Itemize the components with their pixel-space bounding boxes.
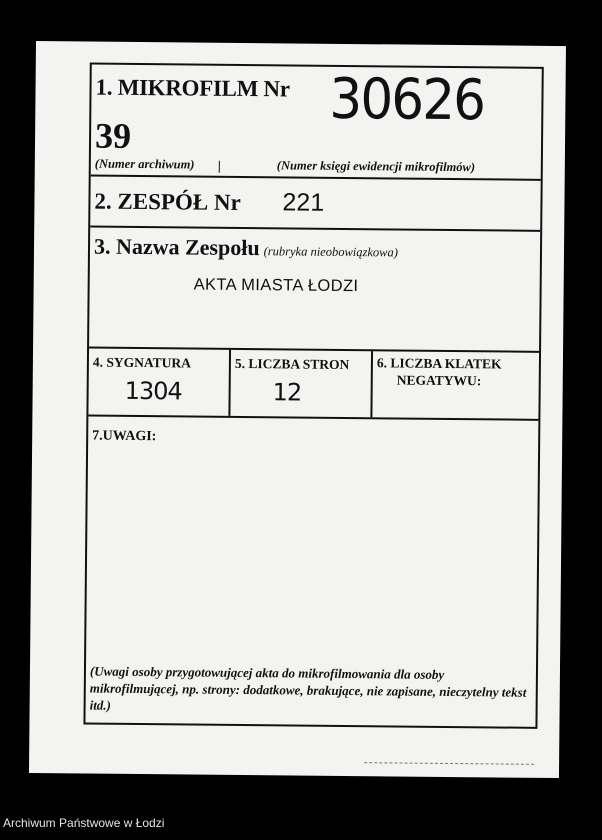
register-number-caption: (Numer księgi ewidencji mikrofilmów) bbox=[276, 158, 476, 175]
negative-frames-label-line1: 6. LICZBA KLATEK bbox=[376, 355, 502, 372]
microfilm-register-number: 30626 bbox=[329, 66, 485, 134]
archive-number-caption: (Numer archiwum) bbox=[94, 156, 195, 172]
microfilm-record-card bbox=[29, 41, 566, 778]
section-fonds-number bbox=[90, 177, 540, 232]
scan-artifact-line bbox=[364, 762, 534, 765]
optional-field-note: (rubryka nieobowiązkowa) bbox=[263, 244, 399, 260]
signature-cell bbox=[88, 349, 231, 416]
remarks-label: 7.UWAGI: bbox=[92, 428, 157, 445]
remarks-instructions: (Uwagi osoby przygotowującej akta do mikrofilmowania dla osoby mikrofilmującej, np. strony: dodatkowe, brakujące, nie zapisane, nieczytelny tekst itd.) bbox=[89, 663, 527, 713]
signature-value: 1304 bbox=[124, 376, 182, 406]
section-remarks bbox=[85, 417, 538, 727]
caption-divider bbox=[219, 161, 220, 173]
institution-caption: Archiwum Państwowe w Łodzi bbox=[3, 816, 165, 830]
page-count-label: 5. LICZBA STRON bbox=[234, 355, 350, 373]
archive-number: 39 bbox=[94, 115, 132, 156]
fonds-name-label bbox=[94, 234, 398, 263]
microfilm-number-label: 1. MIKROFILM Nr bbox=[95, 74, 290, 102]
signature-label: 4. SYGNATURA bbox=[92, 354, 192, 371]
fonds-name-title: 3. Nazwa Zespołu bbox=[93, 233, 260, 261]
fonds-number-label: 2. ZESPÓŁ Nr bbox=[94, 188, 241, 215]
fonds-number-value: 221 bbox=[282, 188, 325, 217]
negative-frames-label-line2: NEGATYWU: bbox=[396, 372, 482, 389]
section-fonds-name bbox=[89, 228, 540, 353]
section-details-row bbox=[88, 349, 539, 421]
page-count-value: 12 bbox=[272, 378, 302, 407]
microfilm-form bbox=[83, 63, 543, 729]
page-count-cell bbox=[230, 350, 373, 417]
negative-frames-cell bbox=[372, 351, 539, 419]
negative-frames-label bbox=[377, 354, 502, 389]
fonds-name-value: AKTA MIASTA ŁODZI bbox=[193, 275, 359, 296]
section-microfilm-number bbox=[91, 65, 542, 181]
